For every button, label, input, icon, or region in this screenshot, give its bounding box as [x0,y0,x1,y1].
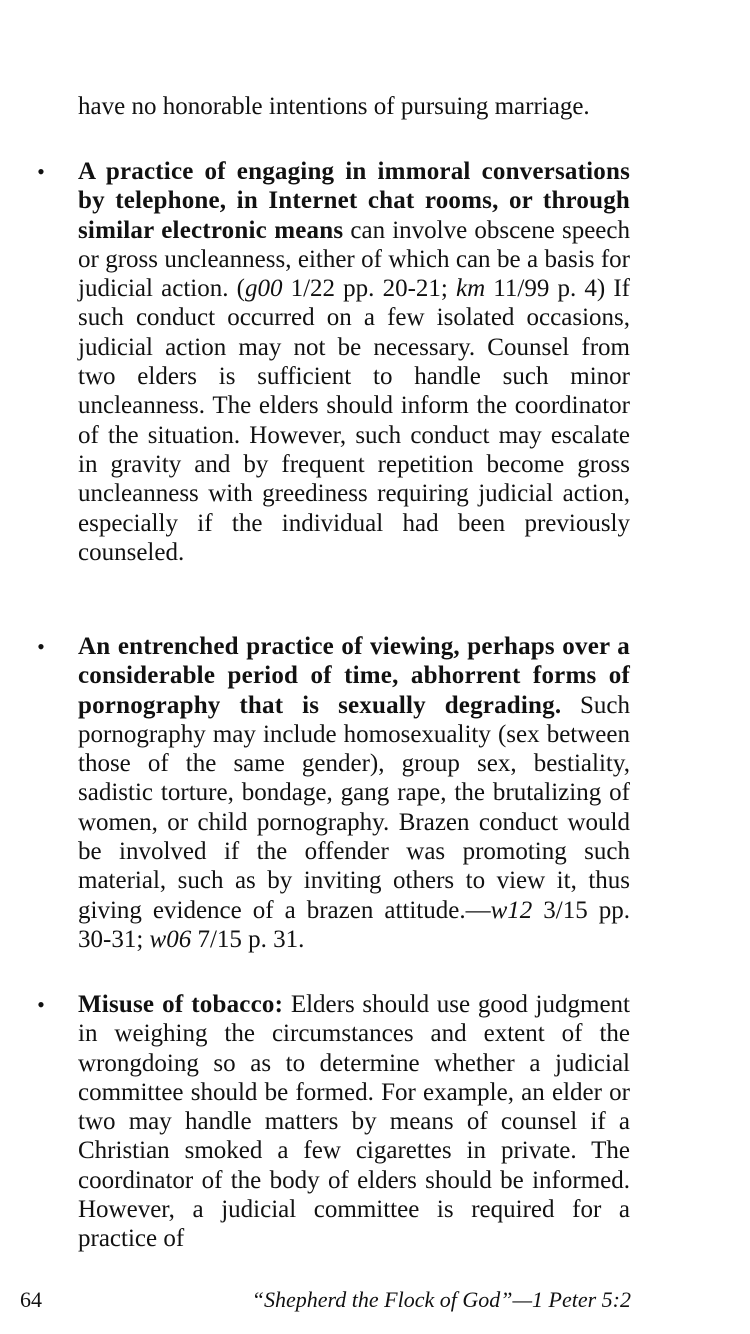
list-item-text [78,632,630,954]
reference-publication: km [456,275,486,303]
item-heading: Misuse of tobacco: [78,991,284,1018]
reference-detail: 1/22 pp. 20-21; [282,275,456,303]
bullet-icon: • [37,159,45,184]
list-item [37,157,631,567]
page-number: 64 [20,1287,42,1312]
list-item [37,632,630,954]
continuation-paragraph: have no honorable intentions of pursuing marriage. [78,93,590,120]
list-item-text [78,157,630,567]
item-heading: A practice of engaging in immoral conversations by telephone, in Internet chat rooms, or through similar electronic means [78,158,630,244]
reference-detail: 7/15 p. 31. [191,925,305,953]
item-body: can involve obscene speech or gross uncleanness, either of which can be a basis for judicial action. ( [78,216,631,303]
reference-detail: 11/99 p. 4) [485,275,606,303]
item-body: If such conduct occurred on a few isolated occasions, judicial action may not be necessary. Counsel from two elders is sufficient to handle such minor uncleanness. The elders should inform the coordinator of the situation. However, such conduct may escalate in gravity and by frequent repetition become gross uncleanness with greediness requiring judicial action, especially if the individual had been previously counseled. [78,275,631,566]
reference-publication: w12 [490,896,533,924]
list-item-text [78,990,630,1254]
item-heading: An entrenched practice of viewing, perhaps over a considerable period of time, abhorrent forms of pornography that is sexually degrading. [78,633,630,719]
reference-publication: w06 [149,925,192,953]
running-title: “Shepherd the Flock of God”—1 Peter 5:2 [251,1287,631,1312]
list-item [37,990,630,1254]
reference-publication: g00 [244,275,283,303]
item-body: Such pornography may include homosexuality (sex between those of the same gender), group sex, bestiality, sadistic torture, bondage, gang rape, the brutalizing of women, or child pornography. Brazen conduct would be involved if the offender was promoting such material, such as by inviting others to view it, thus giving evidence of a brazen attitude.— [78,691,630,924]
reference-detail: 3/15 pp. 30-31; [78,896,630,953]
bullet-icon: • [37,992,45,1017]
bullet-icon: • [37,634,45,659]
item-body: Elders should use good judgment in weighing the circumstances and extent of the wrongdoing so as to determine whether a judicial committee should be formed. For example, an elder or two may handle matters by means of counsel if a Christian smoked a few cigarettes in private. The coordinator of the body of elders should be informed. However, a judicial committee is required for a practice of [78,991,630,1253]
